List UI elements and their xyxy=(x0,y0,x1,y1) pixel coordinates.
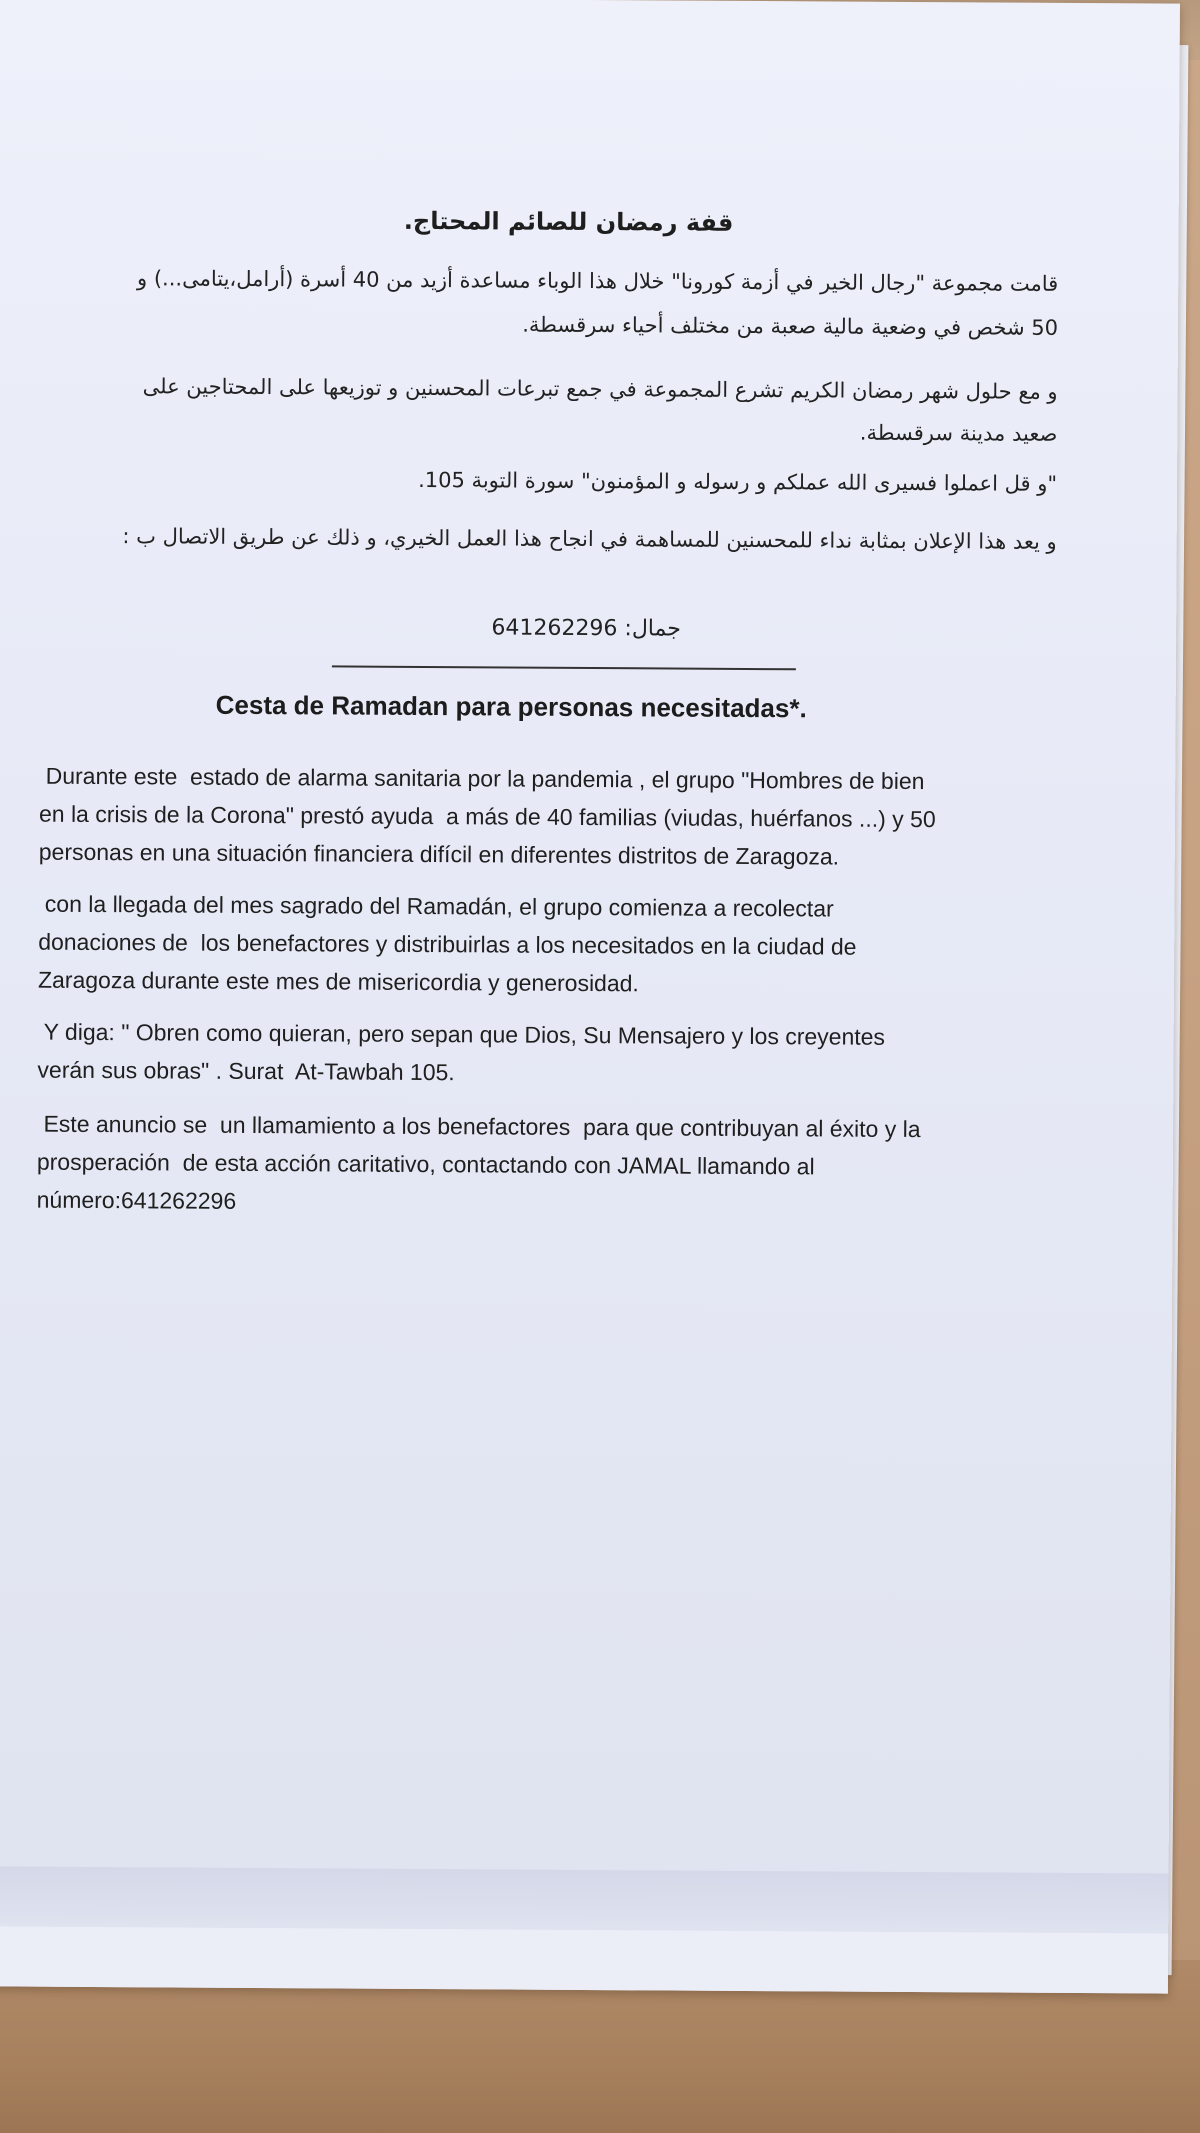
arabic-contact xyxy=(436,615,736,642)
spanish-p3-line: Y diga: " Obren como quieran, pero sepan que Dios, Su Mensajero y los creyentes xyxy=(37,1018,886,1050)
spanish-p4-line: prosperación de esta acción caritativo, contactando con JAMAL llamando al xyxy=(36,1148,815,1180)
spanish-p1-line: en la crisis de la Corona" prestó ayuda a más de 40 familias (viudas, huérfanos ...) y 50 xyxy=(38,800,936,833)
spanish-p4-line: número:641262296 xyxy=(36,1186,237,1214)
sheet-fold-shadow xyxy=(0,1866,1169,1933)
section-divider xyxy=(332,665,796,670)
spanish-p4-line: Este anuncio se un llamamiento a los benefactores para que contribuyan al éxito y la xyxy=(37,1110,921,1143)
spanish-paragraph-4 xyxy=(37,1105,1078,1225)
spanish-p3-line: verán sus obras" . Surat At-Tawbah 105. xyxy=(37,1056,455,1086)
spanish-paragraph-2 xyxy=(38,885,1079,1005)
spanish-p2-line: Zaragoza durante este mes de misericordia y generosidad. xyxy=(37,966,639,997)
arabic-paragraph-4: و يعد هذا الإعلان بمثابة نداء للمحسنين للمساهمة في انجاح هذا العمل الخيري، و ذلك عن طريق الاتصال ب : xyxy=(122,524,1057,554)
spanish-p2-line: con la llegada del mes sagrado del Ramadán, el grupo comienza a recolectar xyxy=(38,890,834,922)
sheet-bottom-edge xyxy=(0,1926,1168,1993)
spanish-p1-line: Durante este estado de alarma sanitaria por la pandemia , el grupo "Hombres de bien xyxy=(39,762,925,795)
arabic-title: قفة رمضان للصائم المحتاج. xyxy=(403,206,734,237)
arabic-paragraph-3: "و قل اعملوا فسيرى الله عملكم و رسوله و المؤمنون" سورة التوبة 105. xyxy=(418,467,1058,496)
spanish-paragraph-3 xyxy=(37,1013,1077,1095)
arabic-paragraph-1-line-1: قامت مجموعة "رجال الخير في أزمة كورونا" خلال هذا الوباء مساعدة أزيد من 40 أسرة (أرامل،يتامى...) و xyxy=(137,266,1059,296)
spanish-title: Cesta de Ramadan para personas necesitadas*. xyxy=(215,689,807,724)
arabic-paragraph-1-line-2: 50 شخص في وضعية مالية صعبة من مختلف أحياء سرقسطة. xyxy=(522,312,1059,340)
spanish-paragraph-1 xyxy=(39,757,1080,877)
arabic-paragraph-2-line-1: و مع حلول شهر رمضان الكريم تشرع المجموعة في جمع تبرعات المحسنين و توزيعها على المحتاجين على xyxy=(142,374,1058,404)
arabic-contact-number: 641262296 xyxy=(491,615,618,642)
arabic-paragraph-2-line-2: صعيد مدينة سرقسطة. xyxy=(859,420,1058,446)
spanish-p1-line: personas en una situación financiera difícil en diferentes distritos de Zaragoza. xyxy=(38,838,840,870)
spanish-p2-line: donaciones de los benefactores y distribuirlas a los necesitados en la ciudad de xyxy=(38,928,857,960)
arabic-contact-label: جمال: xyxy=(624,616,681,642)
